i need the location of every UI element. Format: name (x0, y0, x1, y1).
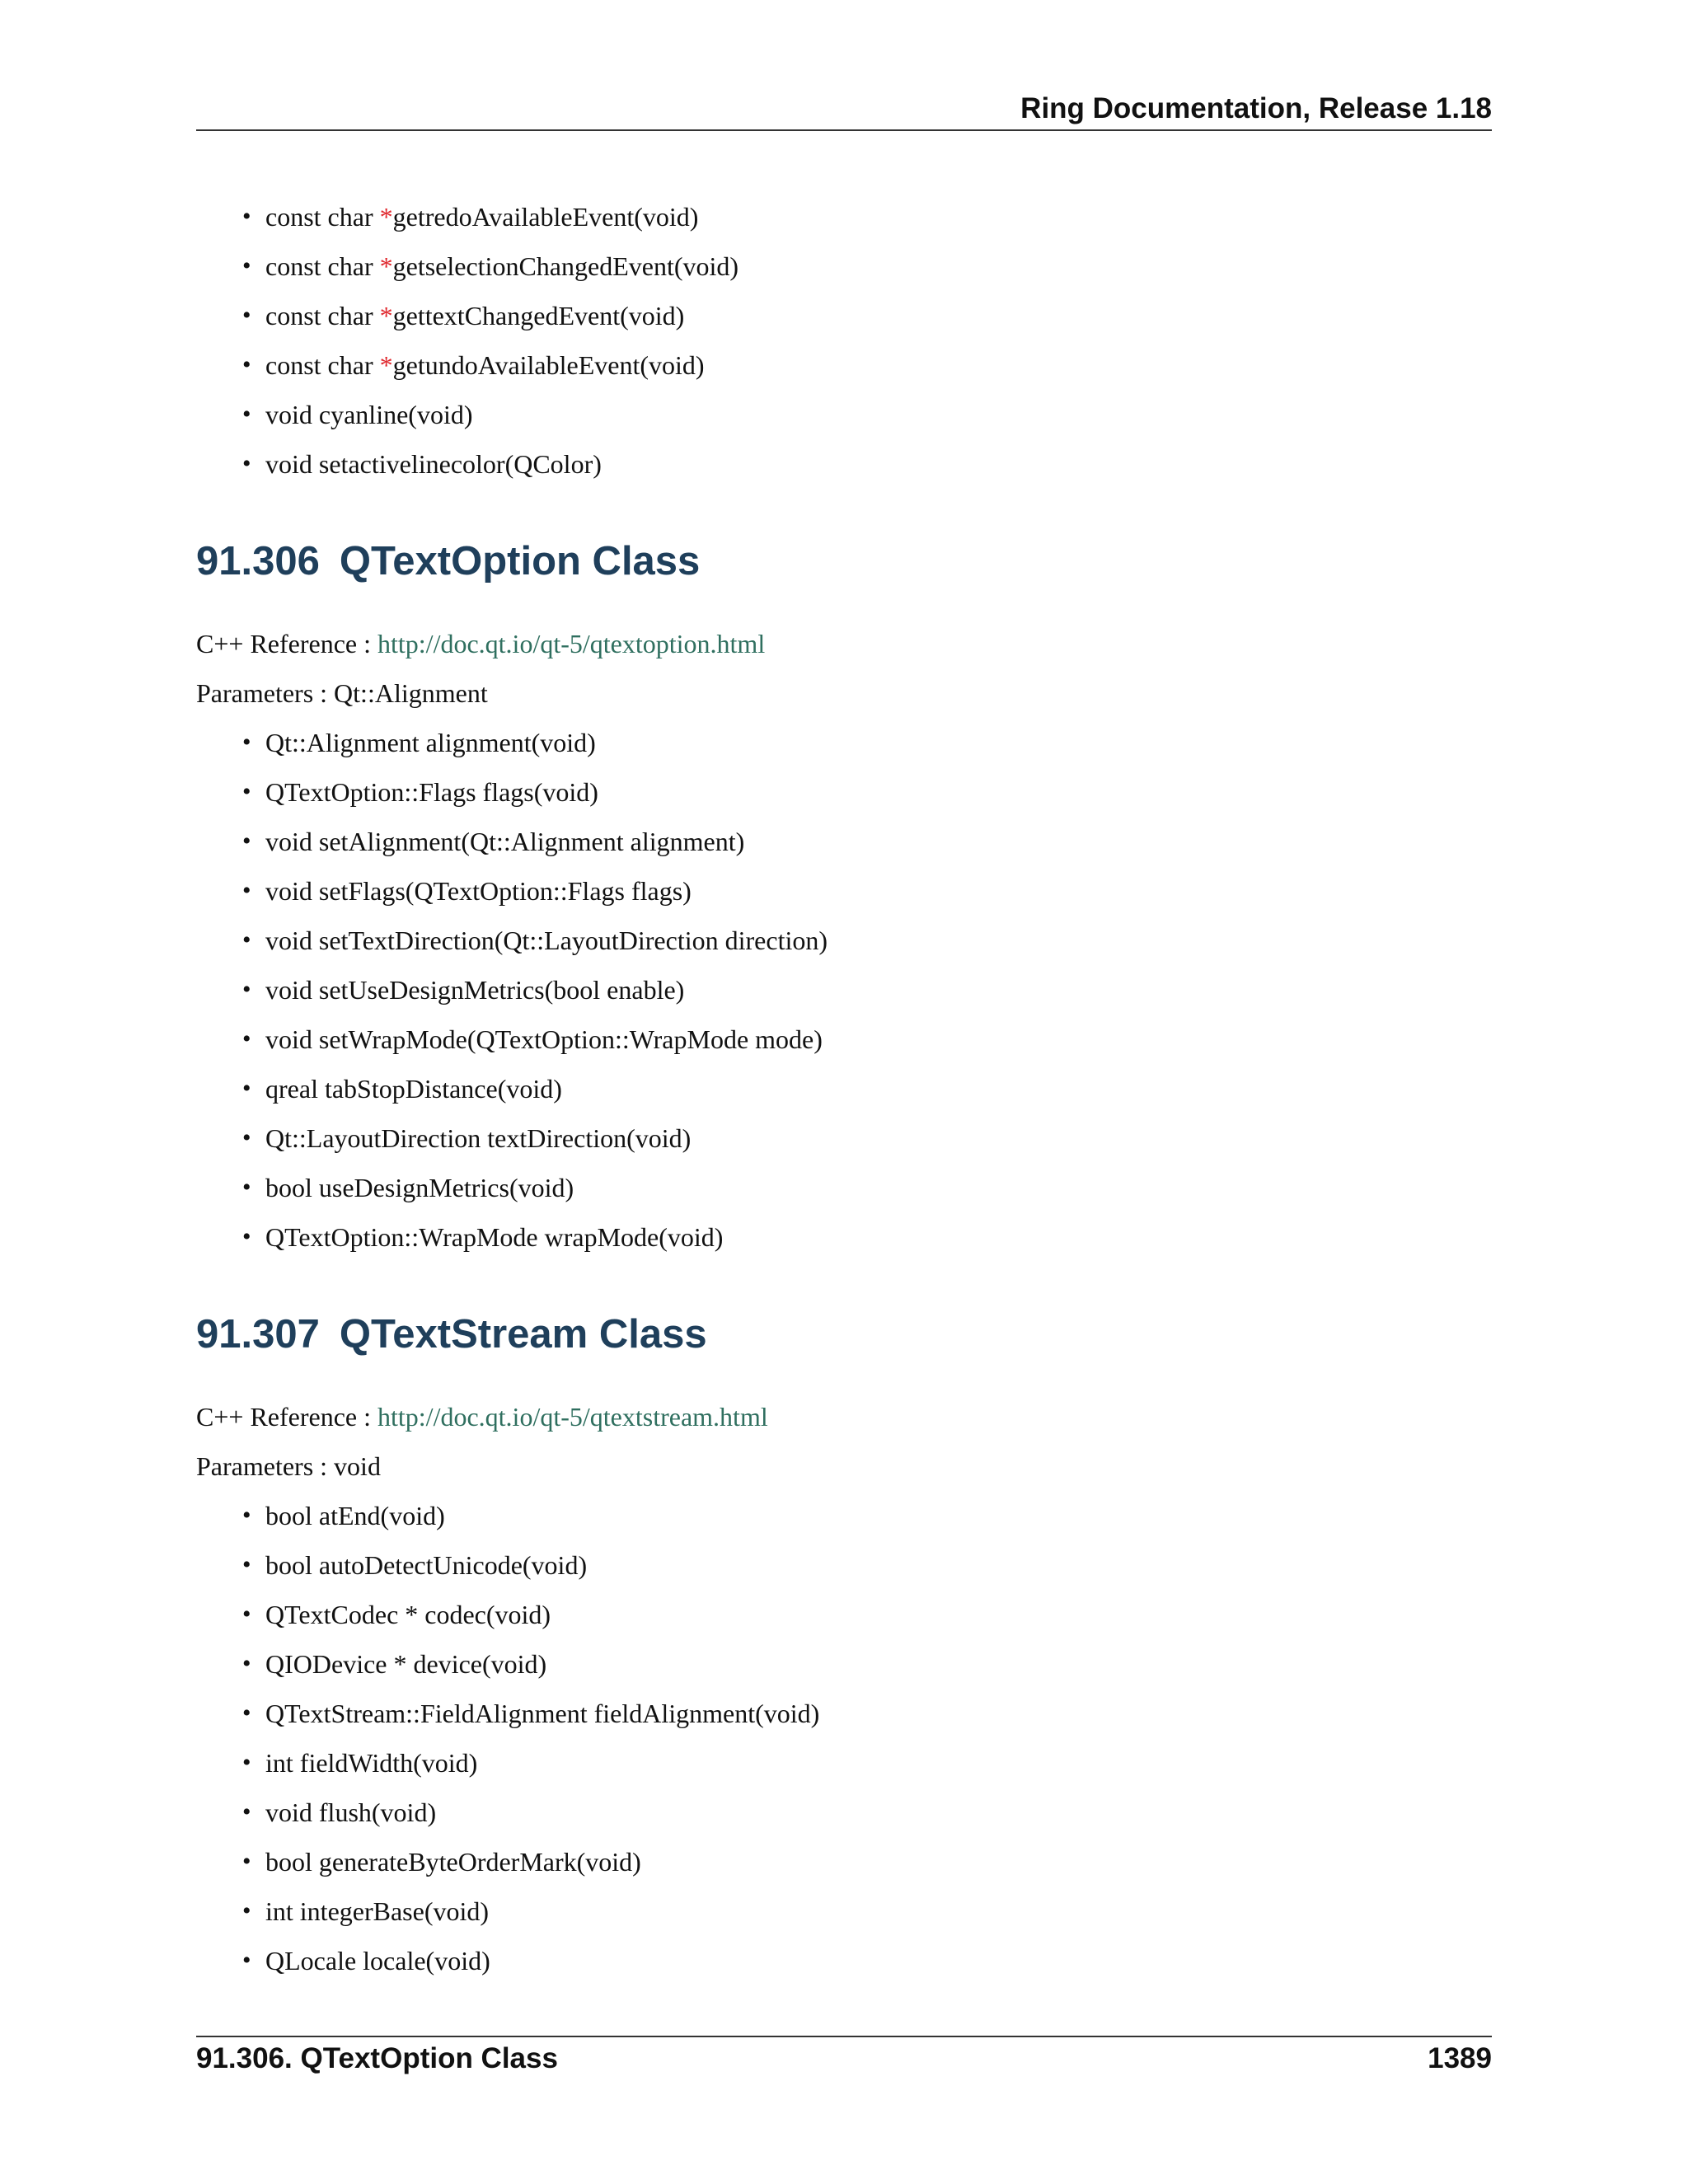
list-item: • int fieldWidth(void) (265, 1738, 1492, 1788)
list-item: • bool atEnd(void) (265, 1491, 1492, 1540)
list-item: • const char *gettextChangedEvent(void) (265, 291, 1492, 340)
list-item: • void flush(void) (265, 1788, 1492, 1837)
qtextoption-method-list (196, 718, 1492, 1262)
running-header-title: Ring Documentation, Release 1.18 (1020, 92, 1492, 124)
list-item: • qreal tabStopDistance(void) (265, 1064, 1492, 1113)
bullet-icon: • (242, 1947, 251, 1974)
bullet-icon: • (242, 1848, 251, 1875)
bullet-icon: • (242, 203, 251, 230)
header-rule (196, 129, 1492, 131)
bullet-icon: • (242, 1601, 251, 1628)
bullet-icon: • (242, 351, 251, 378)
bullet-icon: • (242, 778, 251, 805)
bullet-icon: • (242, 252, 251, 279)
bullet-icon: • (242, 1075, 251, 1102)
list-item: • QLocale locale(void) (265, 1936, 1492, 1985)
bullet-icon: • (242, 729, 251, 756)
bullet-icon: • (242, 302, 251, 329)
bullet-icon: • (242, 1749, 251, 1776)
parameters-line: Parameters : Qt::Alignment (196, 678, 488, 708)
bullet-icon: • (242, 1650, 251, 1677)
bullet-icon: • (242, 976, 251, 1003)
bullet-icon: • (242, 1174, 251, 1201)
bullet-icon: • (242, 1699, 251, 1727)
bullet-icon: • (242, 1798, 251, 1825)
footer-rule (196, 2036, 1492, 2037)
bullet-icon: • (242, 926, 251, 954)
running-footer-section: 91.306. QTextOption Class (196, 2042, 558, 2074)
bullet-icon: • (242, 827, 251, 855)
list-item: • QTextStream::FieldAlignment fieldAlignment(void) (265, 1689, 1492, 1738)
list-item: • int integerBase(void) (265, 1886, 1492, 1936)
list-item: • QTextCodec * codec(void) (265, 1590, 1492, 1639)
list-item: • QTextOption::WrapMode wrapMode(void) (265, 1212, 1492, 1262)
list-item: • void setactivelinecolor(QColor) (265, 439, 1492, 489)
bullet-icon: • (242, 401, 251, 428)
bullet-icon: • (242, 1502, 251, 1529)
list-item: • void setAlignment(Qt::Alignment alignment) (265, 817, 1492, 866)
list-item: • QTextOption::Flags flags(void) (265, 767, 1492, 817)
list-item: • bool useDesignMetrics(void) (265, 1163, 1492, 1212)
list-item: • bool generateByteOrderMark(void) (265, 1837, 1492, 1886)
cpp-reference: C++ Reference : http://doc.qt.io/qt-5/qtextstream.html (196, 1402, 768, 1432)
bullet-icon: • (242, 1551, 251, 1578)
bullet-icon: • (242, 1897, 251, 1924)
page-number: 1389 (1428, 2042, 1492, 2074)
bullet-icon: • (242, 877, 251, 904)
list-item: • const char *getredoAvailableEvent(void) (265, 192, 1492, 241)
list-item: • void setFlags(QTextOption::Flags flags) (265, 866, 1492, 916)
list-item: • Qt::Alignment alignment(void) (265, 718, 1492, 767)
bullet-icon: • (242, 1025, 251, 1052)
list-item: • void setUseDesignMetrics(bool enable) (265, 965, 1492, 1015)
qtextstream-reference-link[interactable]: http://doc.qt.io/qt-5/qtextstream.html (377, 1402, 768, 1432)
bullet-icon: • (242, 1223, 251, 1250)
list-item: • void cyanline(void) (265, 390, 1492, 439)
cpp-reference: C++ Reference : http://doc.qt.io/qt-5/qtextoption.html (196, 629, 766, 658)
method-list-continued (196, 192, 1492, 489)
section-heading-qtextstream: 91.307 QTextStream Class (196, 1312, 707, 1357)
list-item: • const char *getundoAvailableEvent(void) (265, 340, 1492, 390)
list-item: • bool autoDetectUnicode(void) (265, 1540, 1492, 1590)
parameters-line: Parameters : void (196, 1451, 381, 1481)
bullet-icon: • (242, 450, 251, 477)
list-item: • void setTextDirection(Qt::LayoutDirection direction) (265, 916, 1492, 965)
list-item: • void setWrapMode(QTextOption::WrapMode mode) (265, 1015, 1492, 1064)
list-item: • Qt::LayoutDirection textDirection(void) (265, 1113, 1492, 1163)
list-item: • QIODevice * device(void) (265, 1639, 1492, 1689)
section-heading-qtextoption: 91.306 QTextOption Class (196, 539, 701, 583)
page-content (196, 192, 1492, 1985)
list-item: • const char *getselectionChangedEvent(void) (265, 241, 1492, 291)
qtextstream-method-list (196, 1491, 1492, 1985)
bullet-icon: • (242, 1124, 251, 1151)
qtextoption-reference-link[interactable]: http://doc.qt.io/qt-5/qtextoption.html (377, 629, 766, 658)
